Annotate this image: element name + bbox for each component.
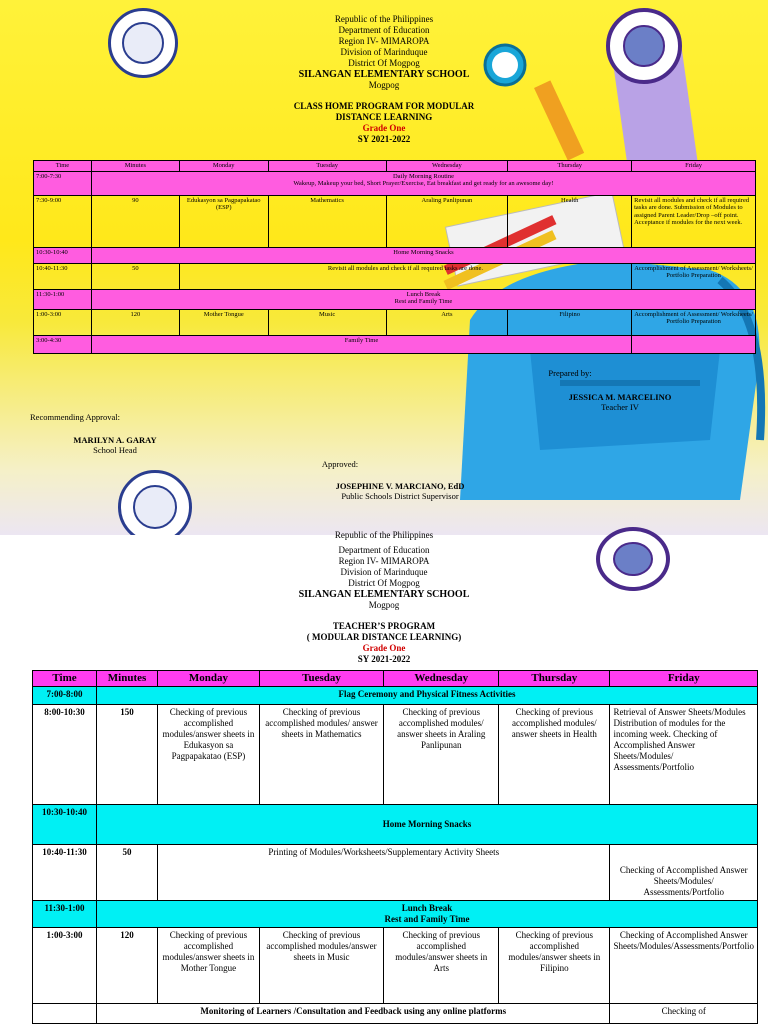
subject-cell: Music [268,309,386,335]
time-cell: 10:40-11:30 [33,845,97,901]
recommending-role: School Head [93,445,137,455]
header-line: Division of Marinduque [340,47,428,57]
routine-detail: Wakeup, Makeup your bed, Short Prayer/Exercise, Eat breakfast and get ready for an awesome day! [293,180,554,187]
minutes-cell: 120 [97,928,158,1004]
task-cell: Checking of previous accomplished modules/answer sheets in Arts [384,928,499,1004]
table-row [33,1004,758,1024]
subject-cell: Filipino [508,309,632,335]
deped-seal-logo [118,470,192,535]
task-cell: Checking of previous accomplished modules/answer sheets in Music [259,928,383,1004]
header-line: District Of Mogpog [348,578,420,588]
class-home-program-table [33,160,756,354]
column-header: Minutes [97,671,158,687]
teachers-program-table [32,670,758,1024]
friday-task-cell: Checking of Accomplished Answer Sheets/Modules/Assessments/Portfolio [610,928,758,1004]
activity-cell: Flag Ceremony and Physical Fitness Activities [97,687,758,705]
lunch-cell [97,901,758,928]
table-row [33,705,758,805]
header-line: Department of Education [338,545,430,555]
table-row [34,263,756,289]
table-row [34,171,756,195]
town-name: Mogpog [368,80,400,90]
friday-cell: Accomplishment of Assessment/ Worksheets/ Portfolio Preparation [632,309,756,335]
school-year: SY 2021-2022 [357,134,411,144]
subject-cell: Mathematics [268,195,386,247]
approved-label: Approved: [321,459,359,469]
time-cell: 3:00-4:30 [34,335,92,353]
routine-title: Daily Morning Routine [392,172,454,180]
lunch-title: Lunch Break [401,903,453,913]
activity-cell: Printing of Modules/Worksheets/Supplementary Activity Sheets [158,845,610,901]
header-line: Republic of the Philippines [334,14,434,24]
column-header: Thursday [508,161,632,172]
column-header: Minutes [91,161,179,172]
table-row [34,247,756,263]
table-header-row [33,671,758,687]
time-cell: 10:40-11:30 [34,263,92,289]
task-cell: Checking of previous accomplished modules/answer sheets in Edukasyon sa Pagpapakatao (ESP) [158,705,260,805]
table-row [33,928,758,1004]
prepared-by-role: Teacher IV [601,402,639,412]
header-line: Division of Marinduque [340,567,428,577]
lunch-title: Lunch Break [406,290,441,298]
header-line: Region IV- MIMAROPA [338,36,430,46]
program-subtitle: DISTANCE LEARNING [335,112,433,122]
subject-cell: Health [508,195,632,247]
minutes-cell: 90 [91,195,179,247]
table-row [34,195,756,247]
lunch-detail: Rest and Family Time [384,914,470,924]
column-header: Wednesday [386,161,508,172]
grade-level: Grade One [362,643,406,653]
time-cell: 8:00-10:30 [33,705,97,805]
table-row [33,805,758,845]
task-cell: Checking of previous accomplished modules/ answer sheets in Araling Panlipunan [384,705,499,805]
friday-task-cell: Checking of Accomplished Answer Sheets/Modules/ Assessments/Portfolio [610,845,758,901]
header-line: Department of Education [338,25,430,35]
grade-level: Grade One [362,123,406,133]
table-header-row [34,161,756,172]
family-time-cell: Family Time [91,335,631,353]
subject-cell: Arts [386,309,508,335]
prepared-by-name: JESSICA M. MARCELINO [568,392,672,402]
column-header: Friday [610,671,758,687]
approved-signature [300,481,500,501]
header-line: Region IV- MIMAROPA [338,556,430,566]
column-header: Wednesday [384,671,499,687]
table-row [34,335,756,353]
minutes-cell: 150 [97,705,158,805]
empty-cell [632,335,756,353]
school-year: SY 2021-2022 [357,654,411,664]
town-name: Mogpog [368,600,400,610]
header-line: Republic of the Philippines [334,530,434,540]
snack-cell: Home Morning Snacks [97,805,758,845]
school-name: SILANGAN ELEMENTARY SCHOOL [298,69,470,80]
task-cell: Checking of previous accomplished modules/answer sheets in Mother Tongue [158,928,260,1004]
lunch-cell [91,289,755,309]
column-header: Time [33,671,97,687]
friday-task-cell: Retrieval of Answer Sheets/Modules Distribution of modules for the incoming week. Checking of Accomplished Answer Sheets/Modules/ Assessments/Portfolio [610,705,758,805]
friday-cell: Accomplishment of Assessment/ Worksheets/ Portfolio Preparation [632,263,756,289]
friday-task-cell: Checking of [610,1004,758,1024]
time-cell: 7:00-7:30 [34,171,92,195]
column-header: Monday [158,671,260,687]
program-title: TEACHER’S PROGRAM [332,621,436,631]
recommending-signature [55,435,175,455]
time-cell: 1:00-3:00 [34,309,92,335]
column-header: Monday [179,161,268,172]
table-row [33,845,758,901]
minutes-cell: 120 [91,309,179,335]
subject-cell: Araling Panlipunan [386,195,508,247]
table-row [33,687,758,705]
time-cell: 1:00-3:00 [33,928,97,1004]
time-cell: 7:30-9:00 [34,195,92,247]
approved-role: Public Schools District Supervisor [341,491,459,501]
monitoring-cell: Monitoring of Learners /Consultation and Feedback using any online platforms [97,1004,610,1024]
column-header: Time [34,161,92,172]
subject-cell: Mother Tongue [179,309,268,335]
time-cell: 10:30-10:40 [34,247,92,263]
page2-letterhead [0,530,768,665]
time-cell: 10:30-10:40 [33,805,97,845]
recommending-approval-label: Recommending Approval: [30,412,120,422]
column-header: Tuesday [268,161,386,172]
column-header: Thursday [499,671,610,687]
task-cell: Checking of previous accomplished modules/ answer sheets in Health [499,705,610,805]
lunch-detail: Rest and Family Time [394,298,453,305]
time-cell: 11:30-1:00 [34,289,92,309]
prepared-by-label: Prepared by: [548,368,592,378]
table-row [34,309,756,335]
snack-cell: Home Morning Snacks [91,247,755,263]
column-header: Friday [632,161,756,172]
page1-letterhead [0,14,768,145]
time-cell: 7:00-8:00 [33,687,97,705]
minutes-cell: 50 [91,263,179,289]
program-title: CLASS HOME PROGRAM FOR MODULAR [293,101,475,111]
friday-cell: Revisit all modules and check if all required tasks are done. Submission of Modules to assigned Parent Leader/Drop –off point. Acceptance if modules for the next week. [632,195,756,247]
task-cell: Checking of previous accomplished modules/ answer sheets in Mathematics [259,705,383,805]
column-header: Tuesday [259,671,383,687]
school-name: SILANGAN ELEMENTARY SCHOOL [298,589,470,600]
approved-name: JOSEPHINE V. MARCIANO, EdD [335,481,465,491]
task-cell: Checking of previous accomplished modules/answer sheets in Filipino [499,928,610,1004]
time-cell: 11:30-1:00 [33,901,97,928]
recommending-name: MARILYN A. GARAY [73,435,157,445]
prepared-by-signature [540,392,700,412]
routine-cell [91,171,755,195]
activity-cell: Revisit all modules and check if all required tasks are done. [179,263,631,289]
program-subtitle: ( MODULAR DISTANCE LEARNING) [306,632,462,642]
table-row [33,901,758,928]
time-cell [33,1004,97,1024]
minutes-cell: 50 [97,845,158,901]
table-row [34,289,756,309]
subject-cell: Edukasyon sa Pagpapakatao (ESP) [179,195,268,247]
header-line: District Of Mogpog [348,58,420,68]
